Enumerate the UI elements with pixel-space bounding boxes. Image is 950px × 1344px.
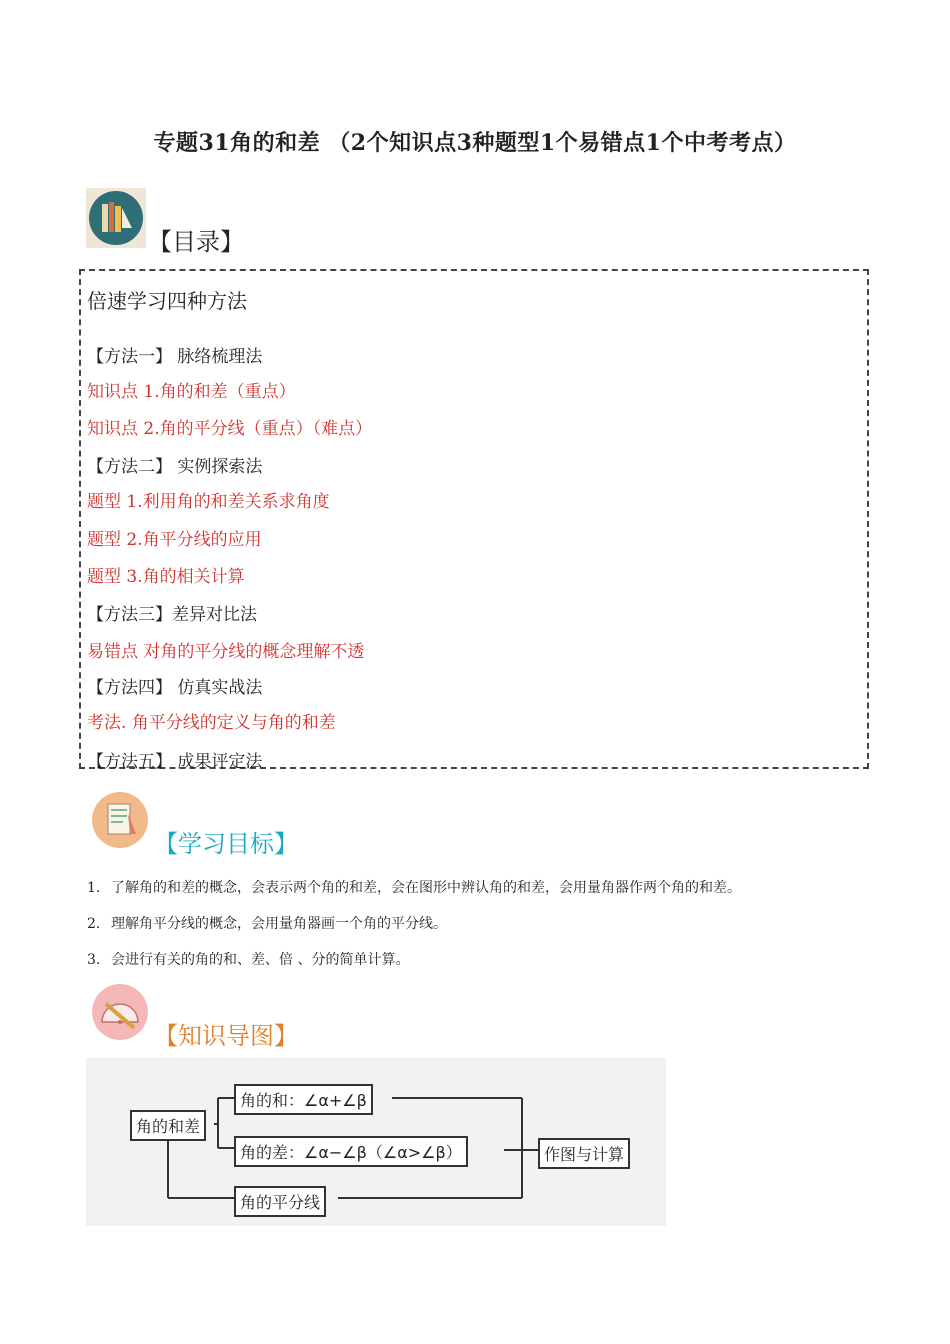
- mindmap-difference: 角的差：∠α−∠β（∠α>∠β）: [234, 1136, 468, 1167]
- mindmap-sum: 角的和：∠α+∠β: [234, 1084, 373, 1115]
- toc-error-point[interactable]: 易错点 对角的平分线的概念理解不透: [87, 642, 365, 662]
- toc-knowledge-2[interactable]: 知识点 2.角的平分线（重点）（难点）: [87, 419, 373, 439]
- toc-type-3[interactable]: 题型 3.角的相关计算: [87, 567, 245, 587]
- notebook-icon: [90, 790, 150, 850]
- mindmap-result: 作图与计算: [538, 1138, 630, 1169]
- mindmap-root: 角的和差: [130, 1110, 206, 1141]
- toc-method-2: 【方法二】 实例探索法: [87, 457, 263, 477]
- toc-type-2[interactable]: 题型 2.角平分线的应用: [87, 530, 262, 550]
- toc-heading: 【目录】: [148, 228, 244, 256]
- goal-item-1: 1. 了解角的和差的概念，会表示两个角的和差，会在图形中辨认角的和差，会用量角器作两个角的和差。: [87, 880, 741, 896]
- mindmap-heading: 【知识导图】: [154, 1022, 298, 1050]
- goal-item-3: 3. 会进行有关的角的和、差、倍 、分的简单计算。: [87, 952, 410, 968]
- page-title: 专题31角的和差 （2个知识点3种题型1个易错点1个中考考点）: [153, 130, 797, 156]
- toc-knowledge-1[interactable]: 知识点 1.角的和差（重点）: [87, 382, 296, 402]
- goal-item-2: 2. 理解角平分线的概念，会用量角器画一个角的平分线。: [87, 916, 447, 932]
- toc-method-5: 【方法五】 成果评定法: [87, 752, 263, 772]
- toc-box-title: 倍速学习四种方法: [87, 289, 247, 313]
- mindmap-bisector: 角的平分线: [234, 1186, 326, 1217]
- toc-method-1: 【方法一】 脉络梳理法: [87, 347, 263, 367]
- books-icon: [86, 188, 146, 248]
- toc-type-1[interactable]: 题型 1.利用角的和差关系求角度: [87, 492, 330, 512]
- toc-method-3: 【方法三】差异对比法: [87, 605, 257, 625]
- protractor-icon: [90, 982, 150, 1042]
- toc-method-4: 【方法四】 仿真实战法: [87, 678, 263, 698]
- toc-exam-method[interactable]: 考法. 角平分线的定义与角的和差: [87, 713, 336, 733]
- knowledge-map: [86, 1058, 666, 1226]
- goals-heading: 【学习目标】: [154, 830, 298, 858]
